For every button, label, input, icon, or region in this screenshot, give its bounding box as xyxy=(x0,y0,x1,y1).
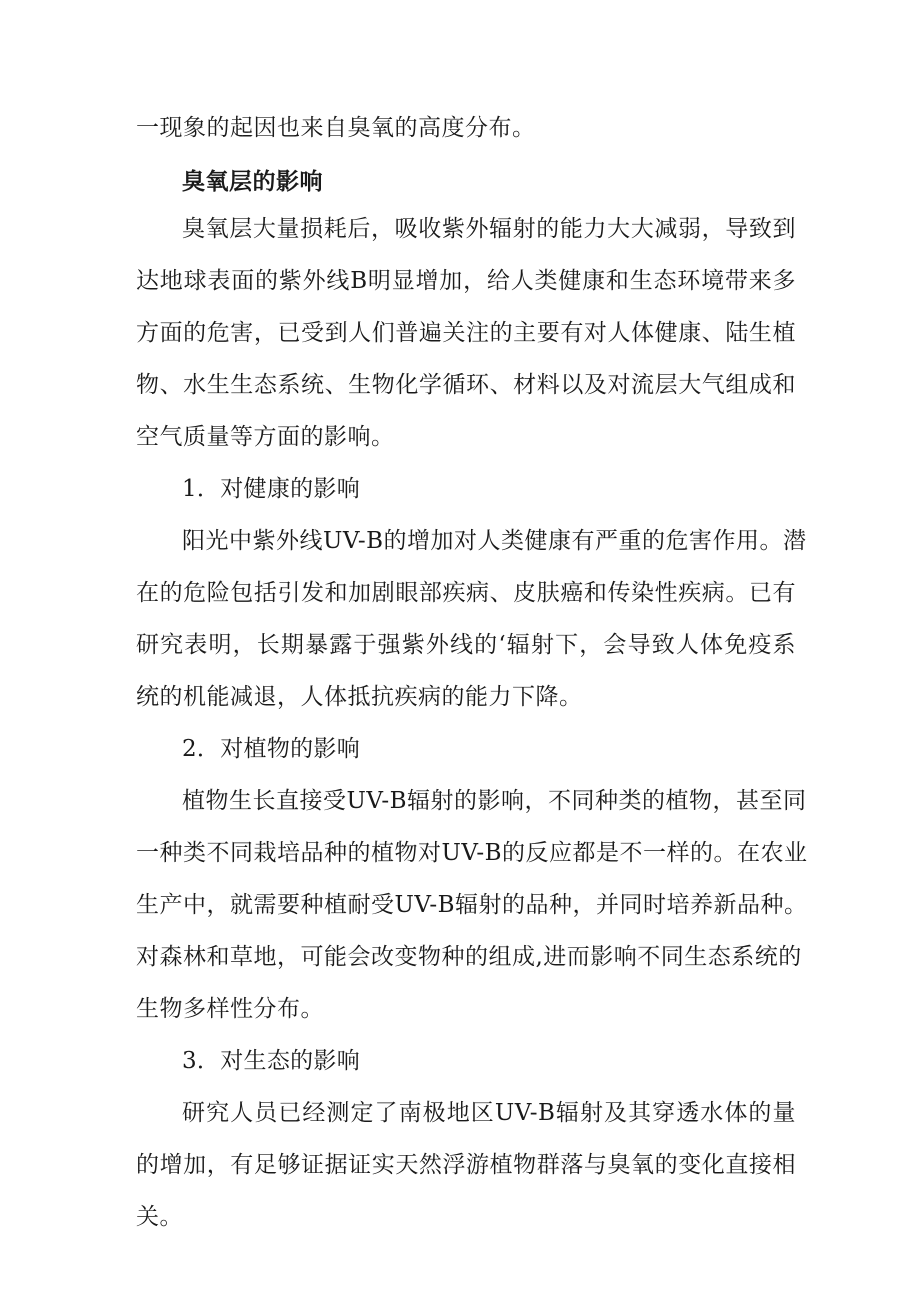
paragraph-line: 的增加，有足够证据证实天然浮游植物群落与臭氧的变化直接相 xyxy=(136,1152,796,1178)
paragraph-line: 在的危险包括引发和加剧眼部疾病、皮肤癌和传染性疾病。已有 xyxy=(136,580,796,606)
paragraph-line: 臭氧层大量损耗后，吸收紫外辐射的能力大大减弱，导致到 xyxy=(182,216,796,242)
paragraph-line: 植物生长直接受UV-B辐射的影响，不同种类的植物，甚至同 xyxy=(182,788,807,814)
paragraph-line: 研究表明，长期暴露于强紫外线的‘辐射下，会导致人体免疫系 xyxy=(136,632,796,658)
paragraph-line: 阳光中紫外线UV-B的增加对人类健康有严重的危害作用。潜 xyxy=(182,528,807,554)
paragraph-line: 方面的危害，已受到人们普遍关注的主要有对人体健康、陆生植 xyxy=(136,320,796,346)
paragraph-line: 一种类不同栽培品种的植物对UV-B的反应都是不一样的。在农业 xyxy=(136,840,808,866)
subsection-heading: 1．对健康的影响 xyxy=(182,476,361,502)
paragraph-line: 对森林和草地，可能会改变物种的组成,进而影响不同生态系统的 xyxy=(136,944,802,970)
paragraph-line: 生物多样性分布。 xyxy=(136,996,324,1022)
paragraph-line: 统的机能减退，人体抵抗疾病的能力下降。 xyxy=(136,684,583,710)
paragraph-line: 物、水生生态系统、生物化学循环、材料以及对流层大气组成和 xyxy=(136,372,796,398)
paragraph-line: 空气质量等方面的影响。 xyxy=(136,424,395,450)
subsection-heading: 3．对生态的影响 xyxy=(182,1048,361,1074)
paragraph-line: 生产中，就需要种植耐受UV-B辐射的品种，并同时培养新品种。 xyxy=(136,892,808,918)
subsection-heading: 2．对植物的影响 xyxy=(182,736,361,762)
section-heading: 臭氧层的影响 xyxy=(182,169,323,195)
paragraph-line: 关。 xyxy=(136,1204,183,1230)
paragraph-line: 达地球表面的紫外线B明显增加，给人类健康和生态环境带来多 xyxy=(136,268,796,294)
paragraph-line: 一现象的起因也来自臭氧的高度分布。 xyxy=(136,115,536,141)
paragraph-line: 研究人员已经测定了南极地区UV-B辐射及其穿透水体的量 xyxy=(182,1100,796,1126)
